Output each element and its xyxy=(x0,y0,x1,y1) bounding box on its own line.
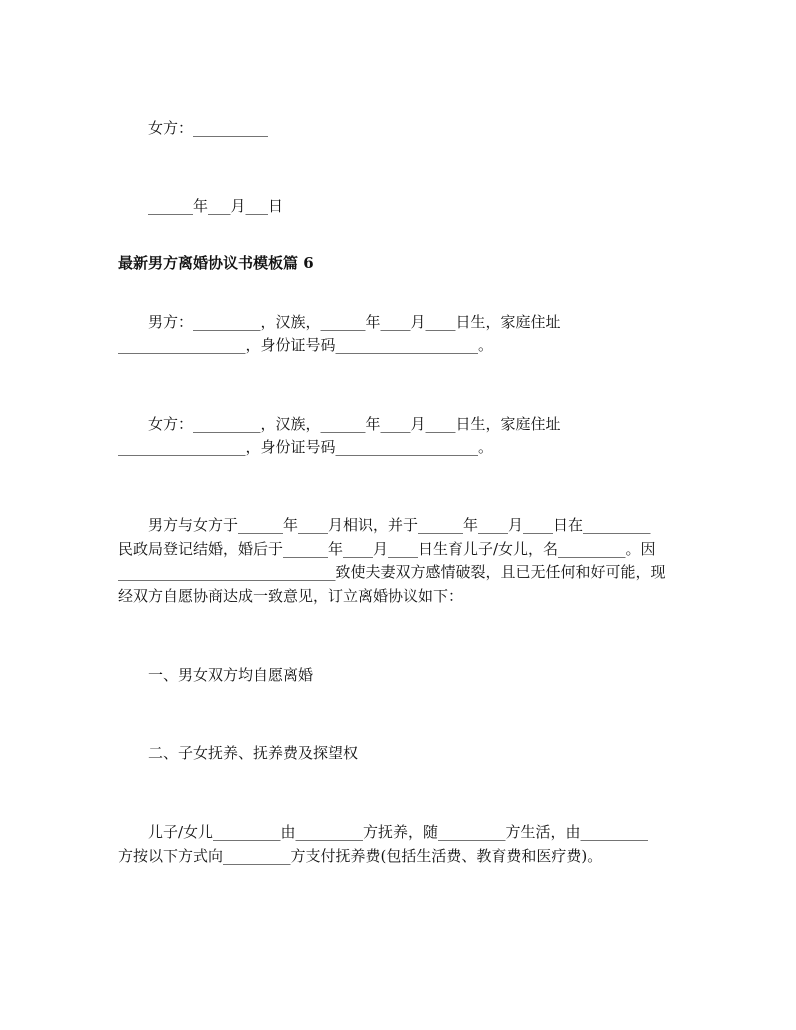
paragraph-line: 男方与女方于______年____月相识，并于______年____月____日在_________ xyxy=(148,516,651,534)
paragraph-line: _________________，身份证号码___________________。 xyxy=(118,438,494,456)
paragraph-line: _____________________________致使夫妻双方感情破裂，且已无任何和好可能，现 xyxy=(118,563,666,581)
paragraph-line: 女方：_________，汉族，______年____月____日生，家庭住址 xyxy=(148,415,561,433)
paragraph-line: 民政局登记结婚，婚后于______年____月____日生育儿子/女儿，名_________。因 xyxy=(118,540,656,558)
paragraph-line: 儿子/女儿_________由_________方抚养，随_________方生活，由_________ xyxy=(148,823,649,841)
paragraph-line: 方按以下方式向_________方支付抚养费(包括生活费、教育费和医疗费)。 xyxy=(118,847,603,865)
signature-female: 女方：__________ xyxy=(148,119,269,137)
clause-heading-1: 一、男女双方均自愿离婚 xyxy=(148,666,314,684)
signature-date: ______年___月___日 xyxy=(148,197,284,215)
clause-heading-2: 二、子女抚养、抚养费及探望权 xyxy=(148,744,359,762)
paragraph-line: 经双方自愿协商达成一致意见，订立离婚协议如下： xyxy=(118,587,464,605)
paragraph-line: _________________，身份证号码___________________。 xyxy=(118,336,494,354)
section-title: 最新男方离婚协议书模板篇 6 xyxy=(118,254,314,272)
paragraph-line: 男方：_________，汉族，______年____月____日生，家庭住址 xyxy=(148,313,561,331)
